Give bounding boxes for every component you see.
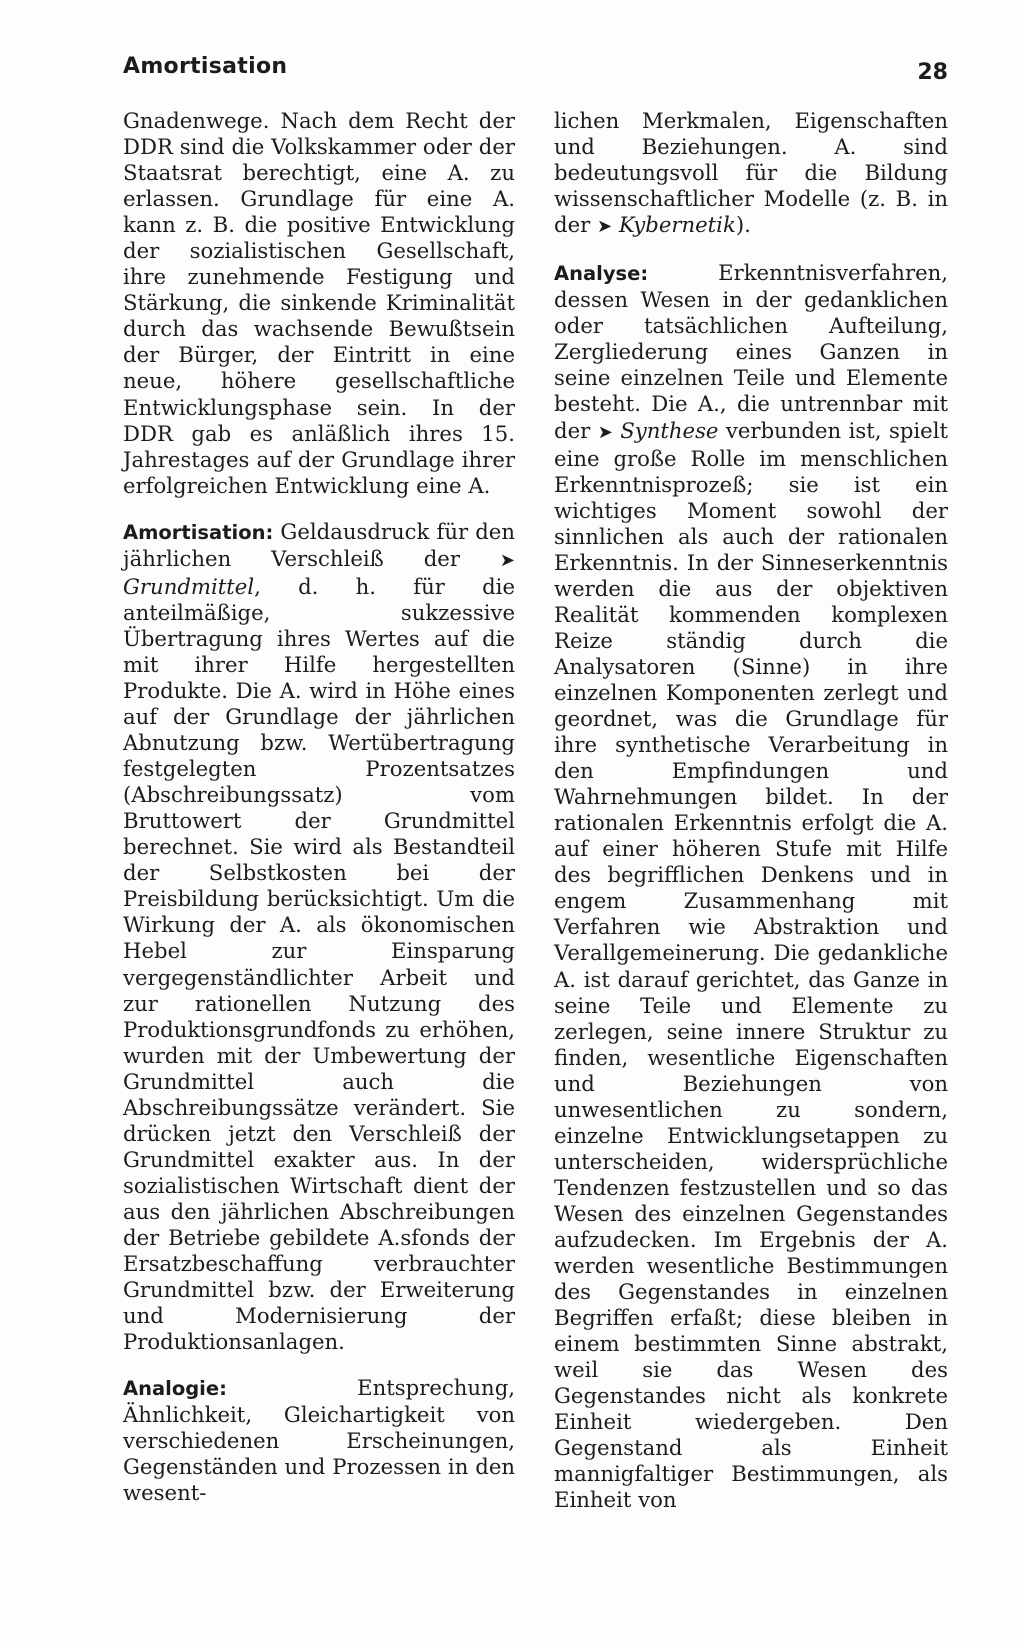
entry-continuation-gnadenwege xyxy=(123,108,515,499)
entry-text: ). xyxy=(735,212,751,238)
entry-continuation-analogie xyxy=(554,108,948,240)
headword-analyse: Analyse: xyxy=(554,262,649,286)
cross-reference-arrow-icon: ➤ xyxy=(597,421,613,443)
entry-text: Erkenntnisverfahren, dessen Wesen in der gedanklichen oder tatsächlichen Aufteilung, Zergliederung eines Ganzen in seine einzelnen Teile und Elemente besteht. Die A., die untrennbar mit der xyxy=(554,260,948,443)
entry-text: Gnadenwege. Nach dem Recht der DDR sind die Volkskammer oder der Staatsrat berechtigt, eine A. zu erlassen. Grundlage für eine A. kann z. B. die positive Entwicklung der sozialistischen Gesellschaft, ihre zunehmende Festigung und Stärkung, die sinkende Kriminalität durch das wachsende Bewußtsein der Bürger, der Eintritt in eine neue, höhere gesellschaftliche Entwicklungsphase sein. In der DDR gab es anläßlich ihres 15. Jahrestages auf der Grundlage ihrer erfolgreichen Entwicklung eine A. xyxy=(123,108,515,498)
cross-reference-kybernetik: Kybernetik xyxy=(618,212,736,238)
entry-text: , d. h. für die anteilmäßige, sukzessive Übertragung ihres Wertes auf die mit ihrer Hilfe hergestellten Produkte. Die A. wird in Höhe eines auf der Grundlage der jährlichen Abnutzung bzw. Wertübertragung festgelegten Prozentsatzes (Abschreibungssatz) vom Bruttowert der Grundmittel berechnet. Sie wird als Bestandteil der Selbstkosten bei der Preisbildung berücksichtigt. Um die Wirkung der A. als ökonomischen Hebel zur Einsparung vergegenständlichter Arbeit und zur rationellen Nutzung des Produktionsgrundfonds zu erhöhen, wurden mit der Umbewertung der Grundmittel auch die Abschreibungssätze verändert. Sie drücken jetzt den Verschleiß der Grundmittel exakter aus. In der sozialistischen Wirtschaft dient der aus den jährlichen Abschreibungen der Betriebe gebildete A.sfonds der Ersatzbeschaffung verbrauchter Grundmittel bzw. der Erweiterung und Modernisierung der Produktionsanlagen. xyxy=(123,573,515,1355)
headword-analogie: Analogie: xyxy=(123,1377,227,1401)
cross-reference-arrow-icon: ➤ xyxy=(499,549,515,571)
cross-reference-synthese: Synthese xyxy=(620,417,719,443)
entry-text: Geldausdruck für den jährlichen Verschleiß der xyxy=(123,518,515,571)
entry-text: lichen Merkmalen, Eigenschaften und Beziehungen. A. sind bedeutungsvoll für die Bildung wissenschaftlicher Modelle (z. B. in der xyxy=(554,108,948,238)
entry-text: Entsprechung, Ähnlichkeit, Gleichartigkeit von verschiedenen Erscheinungen, Gegenständen und Prozessen in den wesent- xyxy=(123,1375,515,1506)
running-head: Amortisation xyxy=(123,54,288,79)
cross-reference-grundmittel: Grundmittel xyxy=(123,573,255,599)
entry-amortisation xyxy=(123,519,515,1356)
cross-reference-arrow-icon: ➤ xyxy=(596,216,613,238)
entry-analogie xyxy=(123,1375,515,1506)
headword-amortisation: Amortisation: xyxy=(123,520,274,544)
left-column xyxy=(123,108,515,1506)
entry-text: verbunden ist, spielt eine große Rolle im menschlichen Erkenntnisprozeß; sie ist ein wichtiges Moment sowohl der sinnlichen als auch der rationalen Erkenntnis. In der Sinneserkenntnis werden die aus der objektiven Realität kommenden komplexen Reize ständig durch die Analysatoren (Sinne) in ihre einzelnen Komponenten zerlegt und geordnet, was die Grundlage für ihre synthetische Verarbeitung in den Empfindungen und Wahrnehmungen bildet. In der rationalen Erkenntnis erfolgt die A. auf einer höheren Stufe mit Hilfe des begrifflichen Denkens und in engem Zusammenhang mit Verfahren wie Abstraktion und Verallgemeinerung. Die gedankliche A. ist darauf gerichtet, das Ganze in seine Teile und Elemente zu zerlegen, seine innere Struktur zu finden, wesentliche Eigenschaften und Beziehungen von unwesentlichen zu sondern, einzelne Entwicklungsetappen zu unterscheiden, widersprüchliche Tendenzen festzustellen und so das Wesen des einzelnen Gegenstandes aufzudecken. Im Ergebnis der A. werden wesentliche Bestimmungen des Gegenstandes in einzelnen Begriffen erfaßt; diese bleiben in einem bestimmten Sinne abstrakt, weil sie das Wesen des Gegenstandes nicht als konkrete Einheit wiedergeben. Den Gegenstand als Einheit mannigfaltiger Bestimmungen, als Einheit von xyxy=(554,417,948,1513)
page-number: 28 xyxy=(917,60,948,85)
entry-analyse xyxy=(554,260,948,1513)
right-column xyxy=(554,108,948,1513)
